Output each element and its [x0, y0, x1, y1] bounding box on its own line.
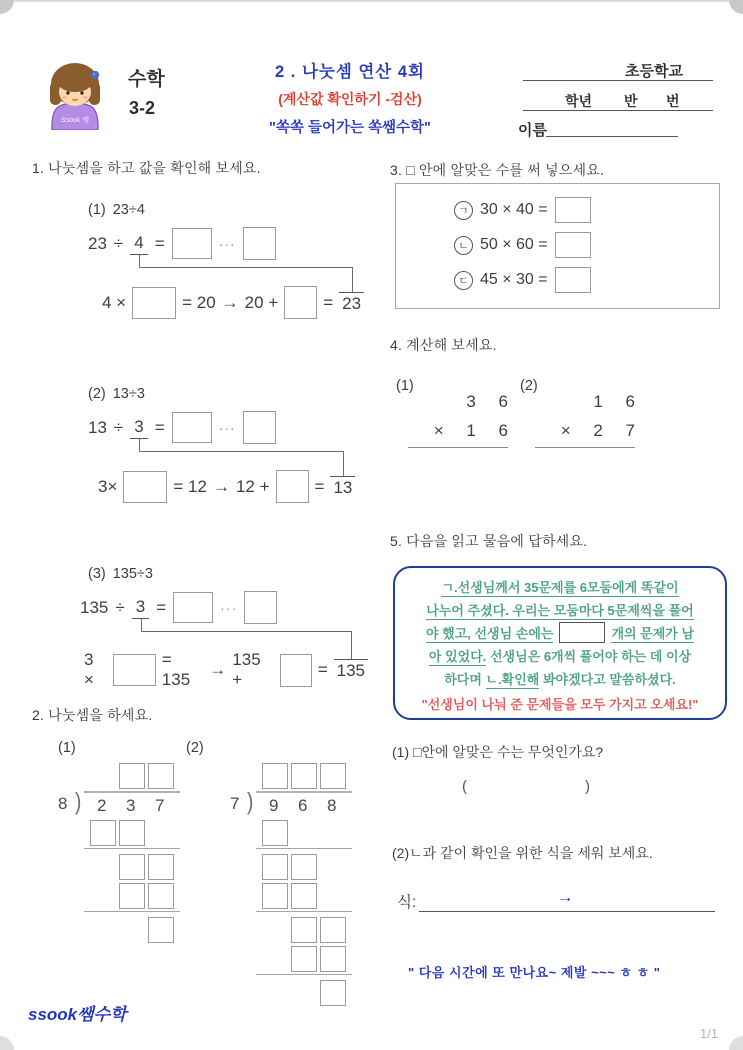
check-row	[58, 470, 368, 503]
arrow-icon: →	[209, 660, 227, 679]
check-multiplier: 3×	[98, 476, 118, 496]
story-text-segment: 봐야겠다고 말씀하셨다.	[539, 672, 676, 687]
section4-title: 4. 계산해 보세요.	[390, 337, 497, 353]
multiplication-expression: 45 × 30 =	[480, 271, 548, 288]
check-answer-box	[123, 471, 167, 503]
remainder-dots: ···	[218, 235, 236, 252]
quotient-digit-box	[119, 763, 145, 789]
divisor: 4	[130, 233, 147, 255]
working-answer-box	[291, 917, 317, 943]
check-result: 23	[339, 292, 364, 314]
page-corner	[729, 0, 743, 14]
dividend-digit: 9	[269, 796, 279, 815]
story-text-segment: 개의 문제가 남	[611, 626, 695, 641]
circled-item-mark: ㄱ	[454, 201, 473, 220]
check-multiplier: 3 ×	[84, 650, 94, 689]
problem-heading	[58, 566, 368, 582]
division-check-item	[58, 566, 368, 690]
division-check-item	[58, 386, 368, 503]
check-result: 13	[330, 476, 355, 498]
multiplication-line	[535, 447, 635, 448]
question2-text: (2)ㄴ과 같이 확인을 위한 식을 세워 보세요.	[392, 845, 653, 861]
section3-title: 3. □ 안에 알맞은 수를 써 넣으세요.	[390, 162, 605, 178]
working-answer-box	[148, 854, 174, 880]
check-remainder-box	[280, 654, 312, 687]
story-text-segment: 야 했고, 선생님 손에는	[425, 626, 554, 641]
class-field-label: 반	[624, 93, 638, 109]
multiplication-fill-row	[454, 197, 591, 223]
working-answer-box	[291, 883, 317, 909]
story-blank-box	[559, 622, 605, 643]
working-line	[84, 911, 180, 912]
story-text-segment: 아 있었다.	[428, 649, 487, 664]
problem-expression: 23÷4	[112, 202, 145, 218]
check-connector-line	[141, 619, 353, 632]
check-answer-box	[113, 654, 156, 686]
division-vinculum	[84, 791, 180, 793]
hair-clip	[91, 71, 99, 79]
dividend: 13	[88, 417, 107, 437]
equals-sign: =	[314, 476, 325, 496]
check-addend: 135 +	[232, 650, 261, 689]
problem-expression: 13÷3	[112, 386, 145, 402]
working-answer-box	[291, 946, 317, 972]
story-box	[393, 566, 727, 720]
working-line	[256, 848, 352, 849]
dividend: 23	[88, 233, 107, 253]
worksheet-title-line1: 2 . 나눗셈 연산 4회	[275, 63, 425, 81]
worksheet-subject: 수학	[128, 69, 165, 90]
multiplication-expression: 50 × 60 =	[480, 236, 548, 253]
working-answer-box	[119, 820, 145, 846]
check-result: 135	[334, 659, 368, 681]
worksheet-title-block	[238, 58, 462, 137]
section3-answer-box	[395, 183, 720, 309]
vertical-multiplication	[547, 392, 644, 448]
multiplicand-digits: 3 6	[466, 392, 517, 411]
working-answer-box	[291, 854, 317, 880]
division-vinculum	[256, 791, 352, 793]
story-text-segment: 선생님은 6개씩 풀어야 하는 데 이상	[486, 649, 692, 664]
multiplication-problem-label: (2)	[520, 378, 538, 394]
expression-answer-row	[397, 890, 715, 912]
working-line	[256, 974, 352, 975]
long-division-label: (2)	[186, 740, 204, 756]
divide-sign: ÷	[113, 417, 124, 437]
page-corner	[0, 1036, 14, 1050]
division-bracket: )	[247, 789, 254, 816]
working-answer-box	[262, 854, 288, 880]
check-multiplier: 4 ×	[102, 292, 127, 312]
check-answer-box	[132, 287, 176, 319]
check-connector-drop	[351, 631, 352, 659]
dividend-digit: 3	[126, 796, 136, 815]
check-addend: 20 +	[244, 292, 279, 312]
divide-sign: ÷	[115, 597, 125, 617]
long-division-problem	[58, 763, 186, 946]
story-line	[401, 668, 719, 691]
check-remainder-box	[284, 286, 317, 319]
multiplication-expression: 30 × 40 =	[480, 201, 548, 218]
story-line	[401, 576, 719, 599]
check-row	[58, 286, 368, 319]
equals-sign: =	[154, 417, 165, 437]
vertical-multiplication	[420, 392, 517, 448]
multiplicand-digits: 1 6	[593, 392, 644, 411]
working-answer-box	[148, 883, 174, 909]
multiplication-problem-label: (1)	[396, 378, 414, 394]
name-field-label: 이름	[518, 122, 547, 139]
multiplication-line	[408, 447, 508, 448]
divisor-digit: 8	[58, 794, 68, 813]
dividend: 135	[80, 597, 109, 617]
long-division-problem	[230, 763, 358, 1009]
expression-answer-line	[419, 891, 715, 912]
story-text-segment: 나누어 주셨다. 우리는 모둠마다 5문제씩을 풀어	[426, 603, 694, 618]
check-product: = 20	[182, 292, 216, 312]
name-line	[546, 136, 678, 137]
brand-signature: ssook쌤수학	[28, 1005, 127, 1024]
working-answer-box	[119, 854, 145, 880]
check-addend: 12 +	[235, 476, 270, 496]
grade-class-number-line	[523, 110, 713, 111]
answer-box	[555, 232, 591, 258]
school-label: 초등학교	[625, 63, 683, 80]
check-connector-line	[139, 255, 353, 268]
problem-label: (1)	[88, 202, 106, 218]
check-connector-drop	[343, 451, 344, 476]
paren-open: (	[462, 778, 467, 795]
working-answer-box	[262, 883, 288, 909]
dividend-digit: 7	[155, 796, 165, 815]
avatar-shirt-text: Ssook 쌤	[60, 117, 90, 124]
answer-parentheses	[462, 778, 590, 795]
working-answer-box	[148, 917, 174, 943]
problem-expression: 135÷3	[112, 566, 153, 582]
problem-label: (2)	[88, 386, 106, 402]
avatar-girl-illustration	[38, 58, 112, 130]
arrow-icon: →	[221, 292, 239, 312]
remainder-dots: ···	[220, 599, 238, 616]
working-answer-box	[90, 820, 116, 846]
question1-text: (1) □안에 알맞은 수는 무엇인가요?	[392, 744, 604, 760]
worksheet-title-line3: "쏙쏙 들어가는 쏙쌤수학"	[269, 120, 431, 136]
check-remainder-box	[276, 470, 309, 503]
story-text-segment: ㄴ.확인해	[485, 672, 540, 687]
problem-label: (3)	[88, 566, 106, 582]
teacher-note: " 다음 시간에 또 만나요~ 제발 ~~~ ㅎ ㅎ "	[408, 965, 661, 980]
working-line	[84, 848, 180, 849]
circled-item-mark: ㄴ	[454, 236, 473, 255]
page-corner	[729, 1036, 743, 1050]
working-answer-box	[262, 820, 288, 846]
problem-heading	[58, 202, 368, 218]
working-answer-box	[320, 946, 346, 972]
section2-title: 2. 나눗셈을 하세요.	[32, 707, 153, 723]
grade-field-label: 학년	[565, 93, 593, 109]
story-line	[401, 599, 719, 622]
divisor-digit: 7	[230, 794, 240, 813]
dividend-digit: 2	[97, 796, 107, 815]
circled-item-mark: ㄷ	[454, 271, 473, 290]
section5-title: 5. 다음을 읽고 물음에 답하세요.	[390, 533, 588, 549]
check-connector-line	[139, 439, 344, 452]
worksheet-grade: 3-2	[129, 98, 156, 118]
check-connector-drop	[352, 267, 353, 292]
quotient-digit-box	[262, 763, 288, 789]
arrow-icon: →	[557, 889, 574, 906]
check-product: = 12	[173, 476, 207, 496]
equals-sign: =	[156, 597, 167, 617]
divisor: 3	[130, 417, 147, 439]
multiplication-fill-row	[454, 232, 591, 258]
multiplier-digits: × 2 7	[560, 421, 644, 440]
multiplier-digits: × 1 6	[433, 421, 517, 440]
page-corner	[0, 0, 14, 14]
worksheet-title-line2: (계산값 확인하기 -검산)	[278, 91, 422, 107]
quotient-digit-box	[320, 763, 346, 789]
dividend-digit: 6	[298, 796, 308, 815]
working-answer-box	[119, 883, 145, 909]
story-text-segment: ㄱ.선생님께서 35문제를 6모둠에게 똑같이	[441, 580, 679, 595]
answer-box	[555, 197, 591, 223]
multiplication-fill-row	[454, 267, 591, 293]
remainder-dots: ···	[218, 419, 236, 436]
number-field-label: 번	[666, 93, 680, 109]
story-quote: "선생님이 나눠 준 문제들을 모두 가지고 오세요!"	[421, 697, 699, 712]
answer-box	[555, 267, 591, 293]
quotient-digit-box	[291, 763, 317, 789]
division-bracket: )	[75, 789, 82, 816]
page-number: 1/1	[700, 1026, 719, 1041]
paren-close: )	[585, 778, 590, 795]
long-division-label: (1)	[58, 740, 76, 756]
working-line	[256, 911, 352, 912]
division-check-item	[58, 202, 368, 319]
problem-heading	[58, 386, 368, 402]
working-answer-box	[320, 980, 346, 1006]
story-line	[401, 645, 719, 668]
equals-sign: =	[323, 292, 334, 312]
story-line	[401, 622, 719, 645]
equals-sign: =	[317, 660, 328, 679]
divisor: 3	[132, 597, 149, 619]
quotient-digit-box	[148, 763, 174, 789]
check-row	[58, 650, 368, 690]
school-name-line	[523, 80, 713, 81]
section1-title: 1. 나눗셈을 하고 값을 확인해 보세요.	[32, 160, 261, 176]
equals-sign: =	[154, 233, 165, 253]
check-product: = 135	[161, 650, 191, 689]
page-top-edge	[0, 0, 743, 3]
dividend-digit: 8	[327, 796, 337, 815]
story-text-segment: 하다며	[444, 672, 486, 687]
expression-label: 식:	[397, 894, 417, 911]
working-answer-box	[320, 917, 346, 943]
divide-sign: ÷	[113, 233, 124, 253]
arrow-icon: →	[212, 476, 230, 496]
